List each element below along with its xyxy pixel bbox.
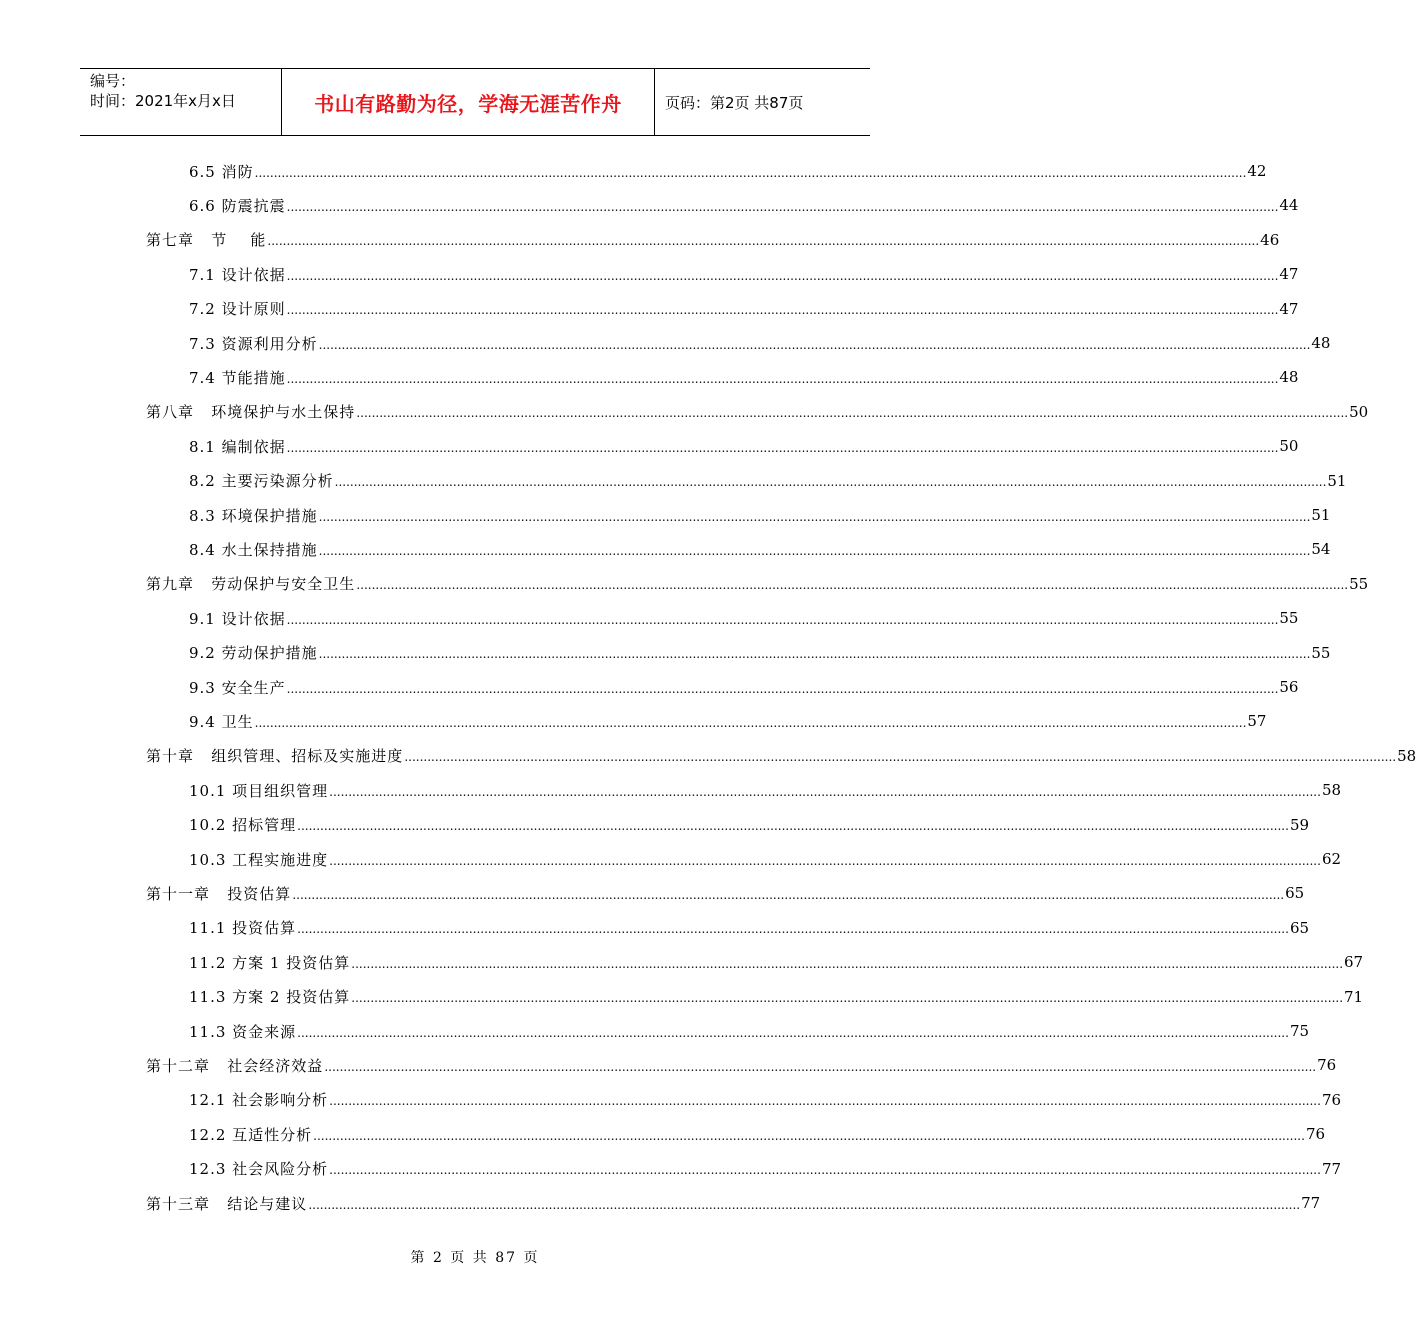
page-header [80, 68, 870, 136]
toc-entry-page-number: 48 [1311, 334, 1331, 352]
toc-dot-leader: .................................................................................................................................................................................................................................................................... [356, 578, 1349, 593]
toc-dot-leader: .................................................................................................................................................................................................................................................................... [254, 165, 1247, 180]
toc-entry-label: 12.2 互适性分析 [189, 1125, 313, 1144]
toc-entry-label: 7.4 节能措施 [189, 368, 286, 387]
toc-dot-leader: .................................................................................................................................................................................................................................................................... [329, 1163, 1321, 1178]
toc-entry-label: 7.1 设计依据 [189, 265, 286, 284]
toc-entry-page-number: 65 [1285, 884, 1305, 903]
toc-dot-leader: .................................................................................................................................................................................................................................................................... [286, 199, 1279, 214]
toc-entry-label: 10.3 工程实施进度 [189, 850, 329, 869]
toc-section-entry[interactable] [189, 292, 1299, 326]
toc-entry-label: 12.3 社会风险分析 [189, 1160, 329, 1179]
toc-dot-leader: .................................................................................................................................................................................................................................................................... [351, 956, 1344, 971]
toc-section-entry[interactable] [189, 773, 1342, 807]
toc-dot-leader: .................................................................................................................................................................................................................................................................... [286, 371, 1279, 386]
toc-section-entry[interactable] [189, 326, 1331, 360]
toc-entry-label: 8.2 主要污染源分析 [189, 472, 334, 491]
toc-dot-leader: .................................................................................................................................................................................................................................................................... [318, 509, 1311, 524]
toc-section-entry[interactable] [189, 1152, 1342, 1186]
toc-section-entry[interactable] [189, 1117, 1326, 1151]
toc-dot-leader: .................................................................................................................................................................................................................................................................... [267, 234, 1260, 249]
toc-chapter-entry[interactable] [146, 567, 1369, 601]
toc-dot-leader: .................................................................................................................................................................................................................................................................... [318, 543, 1311, 558]
toc-entry-page-number: 65 [1289, 918, 1310, 937]
toc-entry-label: 9.1 设计依据 [189, 609, 286, 628]
toc-chapter-entry[interactable] [146, 739, 1416, 773]
toc-entry-page-number: 46 [1260, 230, 1280, 249]
toc-entry-label: 第十三章 结论与建议 [146, 1194, 308, 1213]
toc-entry-label: 7.2 设计原则 [189, 300, 286, 319]
toc-entry-page-number: 56 [1279, 678, 1299, 696]
toc-entry-label: 10.1 项目组织管理 [189, 781, 329, 800]
toc-entry-page-number: 47 [1279, 299, 1299, 318]
document-date-label: 时间：2021年x月x日 [90, 92, 236, 110]
toc-section-entry[interactable] [189, 945, 1364, 979]
toc-section-entry[interactable] [189, 1014, 1310, 1048]
document-number-label: 编号： [90, 72, 136, 90]
toc-entry-page-number: 54 [1311, 540, 1331, 559]
toc-chapter-entry[interactable] [146, 1048, 1337, 1082]
toc-dot-leader: .................................................................................................................................................................................................................................................................... [297, 819, 1289, 834]
toc-entry-label: 7.3 资源利用分析 [189, 334, 318, 353]
toc-entry-page-number: 57 [1247, 712, 1267, 731]
toc-dot-leader: .................................................................................................................................................................................................................................................................... [318, 647, 1311, 662]
toc-entry-label: 第十二章 社会经济效益 [146, 1056, 324, 1075]
toc-section-entry[interactable] [189, 464, 1347, 498]
toc-entry-label: 11.3 方案 2 投资估算 [189, 988, 351, 1007]
toc-section-entry[interactable] [189, 980, 1364, 1014]
toc-entry-page-number: 76 [1321, 1090, 1342, 1109]
header-meta [80, 69, 282, 135]
toc-entry-page-number: 77 [1321, 1159, 1342, 1178]
toc-entry-page-number: 75 [1289, 1022, 1310, 1040]
toc-entry-page-number: 44 [1279, 196, 1299, 215]
toc-entry-page-number: 58 [1397, 746, 1416, 765]
toc-entry-label: 11.3 资金来源 [189, 1022, 297, 1041]
toc-entry-label: 9.3 安全生产 [189, 678, 286, 697]
toc-dot-leader: .................................................................................................................................................................................................................................................................... [308, 1197, 1301, 1212]
toc-section-entry[interactable] [189, 670, 1299, 704]
toc-section-entry[interactable] [189, 429, 1299, 463]
toc-section-entry[interactable] [189, 498, 1331, 532]
toc-dot-leader: .................................................................................................................................................................................................................................................................... [313, 1128, 1305, 1143]
toc-entry-page-number: 67 [1344, 953, 1364, 972]
toc-entry-label: 11.2 方案 1 投资估算 [189, 953, 351, 972]
toc-entry-page-number: 59 [1289, 815, 1310, 834]
toc-entry-label: 8.1 编制依据 [189, 437, 286, 456]
toc-entry-label: 第八章 环境保护与水土保持 [146, 403, 356, 422]
toc-dot-leader: .................................................................................................................................................................................................................................................................... [356, 406, 1349, 421]
toc-chapter-entry[interactable] [146, 395, 1369, 429]
toc-dot-leader: .................................................................................................................................................................................................................................................................... [254, 715, 1247, 730]
toc-entry-label: 6.5 消防 [189, 162, 254, 181]
toc-entry-page-number: 51 [1327, 471, 1347, 490]
toc-dot-leader: .................................................................................................................................................................................................................................................................... [292, 887, 1285, 902]
toc-entry-page-number: 48 [1279, 368, 1299, 387]
toc-dot-leader: .................................................................................................................................................................................................................................................................... [286, 303, 1279, 318]
toc-entry-label: 8.4 水土保持措施 [189, 540, 318, 559]
toc-entry-label: 第十一章 投资估算 [146, 884, 292, 903]
toc-dot-leader: .................................................................................................................................................................................................................................................................... [351, 991, 1344, 1006]
toc-dot-leader: .................................................................................................................................................................................................................................................................... [297, 1025, 1289, 1040]
toc-section-entry[interactable] [189, 911, 1310, 945]
toc-dot-leader: .................................................................................................................................................................................................................................................................... [318, 337, 1311, 352]
toc-dot-leader: .................................................................................................................................................................................................................................................................... [324, 1059, 1317, 1074]
page-footer: 第 2 页 共 87 页 [410, 1250, 540, 1266]
toc-section-entry[interactable] [189, 188, 1299, 222]
toc-chapter-entry[interactable] [146, 876, 1305, 910]
toc-dot-leader: .................................................................................................................................................................................................................................................................... [334, 475, 1327, 490]
toc-dot-leader: .................................................................................................................................................................................................................................................................... [329, 1094, 1321, 1109]
toc-dot-leader: .................................................................................................................................................................................................................................................................... [286, 268, 1279, 283]
toc-entry-page-number: 76 [1317, 1056, 1337, 1075]
toc-entry-page-number: 55 [1349, 574, 1369, 593]
toc-chapter-entry[interactable] [146, 223, 1280, 257]
toc-section-entry[interactable] [189, 532, 1331, 566]
toc-section-entry[interactable] [189, 601, 1299, 635]
toc-dot-leader: .................................................................................................................................................................................................................................................................... [329, 853, 1321, 868]
toc-entry-label: 9.4 卫生 [189, 712, 254, 731]
toc-section-entry[interactable] [189, 257, 1299, 291]
toc-section-entry[interactable] [189, 808, 1310, 842]
toc-entry-page-number: 51 [1311, 506, 1331, 524]
toc-entry-page-number: 71 [1344, 987, 1364, 1006]
toc-entry-label: 12.1 社会影响分析 [189, 1091, 329, 1110]
toc-entry-page-number: 58 [1321, 781, 1342, 800]
toc-entry-page-number: 47 [1279, 265, 1299, 284]
toc-entry-page-number: 55 [1279, 609, 1299, 628]
toc-entry-label: 第十章 组织管理、招标及实施进度 [146, 747, 404, 766]
toc-entry-label: 第九章 劳动保护与安全卫生 [146, 575, 356, 594]
toc-entry-page-number: 50 [1349, 402, 1369, 421]
toc-section-entry[interactable] [189, 360, 1299, 394]
toc-entry-label: 8.3 环境保护措施 [189, 506, 318, 525]
toc-entry-page-number: 42 [1247, 162, 1267, 180]
toc-entry-page-number: 77 [1301, 1194, 1321, 1212]
toc-section-entry[interactable] [189, 154, 1267, 188]
toc-entry-label: 第七章 节 能 [146, 231, 267, 250]
header-page-info: 页码：第2页 共87页 [665, 93, 804, 112]
toc-section-entry[interactable] [189, 842, 1342, 876]
toc-dot-leader: .................................................................................................................................................................................................................................................................... [329, 784, 1321, 799]
header-slogan: 书山有路勤为径，学海无涯苦作舟 [282, 69, 655, 135]
toc-section-entry[interactable] [189, 704, 1267, 738]
toc-entry-page-number: 62 [1321, 850, 1342, 868]
toc-section-entry[interactable] [189, 1083, 1342, 1117]
toc-dot-leader: .................................................................................................................................................................................................................................................................... [404, 750, 1397, 765]
toc-entry-page-number: 55 [1311, 643, 1331, 662]
toc-dot-leader: .................................................................................................................................................................................................................................................................... [286, 681, 1279, 696]
toc-entry-page-number: 50 [1279, 437, 1299, 456]
toc-entry-label: 10.2 招标管理 [189, 816, 297, 835]
toc-entry-page-number: 76 [1305, 1125, 1326, 1144]
toc-entry-label: 9.2 劳动保护措施 [189, 644, 318, 663]
toc-entry-label: 11.1 投资估算 [189, 919, 297, 938]
toc-dot-leader: .................................................................................................................................................................................................................................................................... [286, 440, 1279, 455]
toc-chapter-entry[interactable] [146, 1186, 1321, 1220]
toc-dot-leader: .................................................................................................................................................................................................................................................................... [297, 922, 1289, 937]
toc-entry-label: 6.6 防震抗震 [189, 196, 286, 215]
toc-dot-leader: .................................................................................................................................................................................................................................................................... [286, 612, 1279, 627]
toc-section-entry[interactable] [189, 636, 1331, 670]
